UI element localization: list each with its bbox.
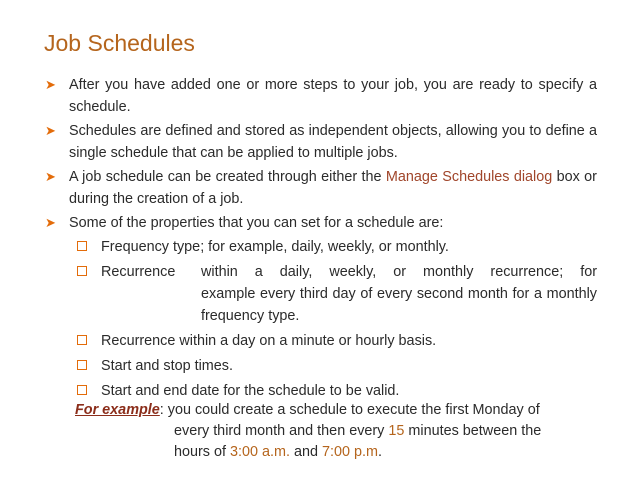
bullet-item: [45, 74, 597, 118]
square-checkbox-icon: [77, 360, 87, 370]
arrow-bullet-icon: ➤: [45, 123, 56, 138]
example-line: [75, 400, 595, 421]
sub-bullet-text: Start and end date for the schedule to be valid.: [101, 383, 400, 399]
example-interval: 15: [388, 423, 405, 439]
arrow-bullet-icon: ➤: [45, 77, 56, 92]
bullet-text: Some of the properties that you can set for a schedule are:: [69, 215, 444, 231]
example-line: [75, 421, 595, 442]
example-line: [75, 442, 595, 463]
sub-bullet-head: Recurrence: [101, 264, 176, 280]
sub-bullet-text: Recurrence within a day on a minute or hourly basis.: [101, 333, 437, 349]
bullet-text: box or during the creation of a job.: [69, 169, 597, 207]
example-end-time: 7:00 p.m: [322, 444, 379, 460]
example-block: [75, 400, 595, 463]
bullet-text: After you have added one or more steps to your job, you are ready to specify a schedule.: [69, 77, 597, 115]
example-text: .: [378, 444, 383, 460]
bullet-text: A job schedule can be created through either the: [69, 169, 386, 185]
example-text: every third month and then every: [174, 423, 389, 439]
bullet-item: [45, 212, 597, 234]
example-text: minutes between the: [404, 423, 542, 439]
square-checkbox-icon: [77, 241, 87, 251]
sub-bullet-item: [77, 355, 597, 377]
slide-title: Job Schedules: [44, 30, 195, 56]
sub-bullet-item: [77, 236, 597, 258]
square-checkbox-icon: [77, 335, 87, 345]
bullet-list: [45, 74, 597, 405]
bullet-item: [45, 166, 597, 210]
sub-bullet-item: [77, 261, 597, 327]
sub-bullet-text: within a daily, weekly, or monthly recurrence; for: [201, 264, 597, 280]
manage-schedules-dialog-text: Manage Schedules dialog: [385, 169, 553, 185]
bullet-item: [45, 120, 597, 164]
sub-bullet-item: [77, 330, 597, 352]
sub-bullet-text: Start and stop times.: [101, 358, 233, 374]
square-checkbox-icon: [77, 385, 87, 395]
arrow-bullet-icon: ➤: [45, 215, 56, 230]
example-start-time: 3:00 a.m.: [230, 444, 290, 460]
sub-bullet-text: Frequency type; for example, daily, weekly, or monthly.: [101, 239, 449, 255]
arrow-bullet-icon: ➤: [45, 169, 56, 184]
sub-bullet-text: example every third day of every second month for a monthly frequency type.: [201, 286, 597, 324]
example-label: For example: [75, 402, 160, 418]
sub-bullet-item: [77, 380, 597, 402]
square-checkbox-icon: [77, 266, 87, 276]
bullet-text: Schedules are defined and stored as independent objects, allowing you to define a single schedule that can be applied to multiple jobs.: [69, 123, 597, 161]
example-text: and: [290, 444, 323, 460]
example-text: hours of: [174, 444, 230, 460]
example-text: : you could create a schedule to execute the first Monday of: [159, 402, 540, 418]
